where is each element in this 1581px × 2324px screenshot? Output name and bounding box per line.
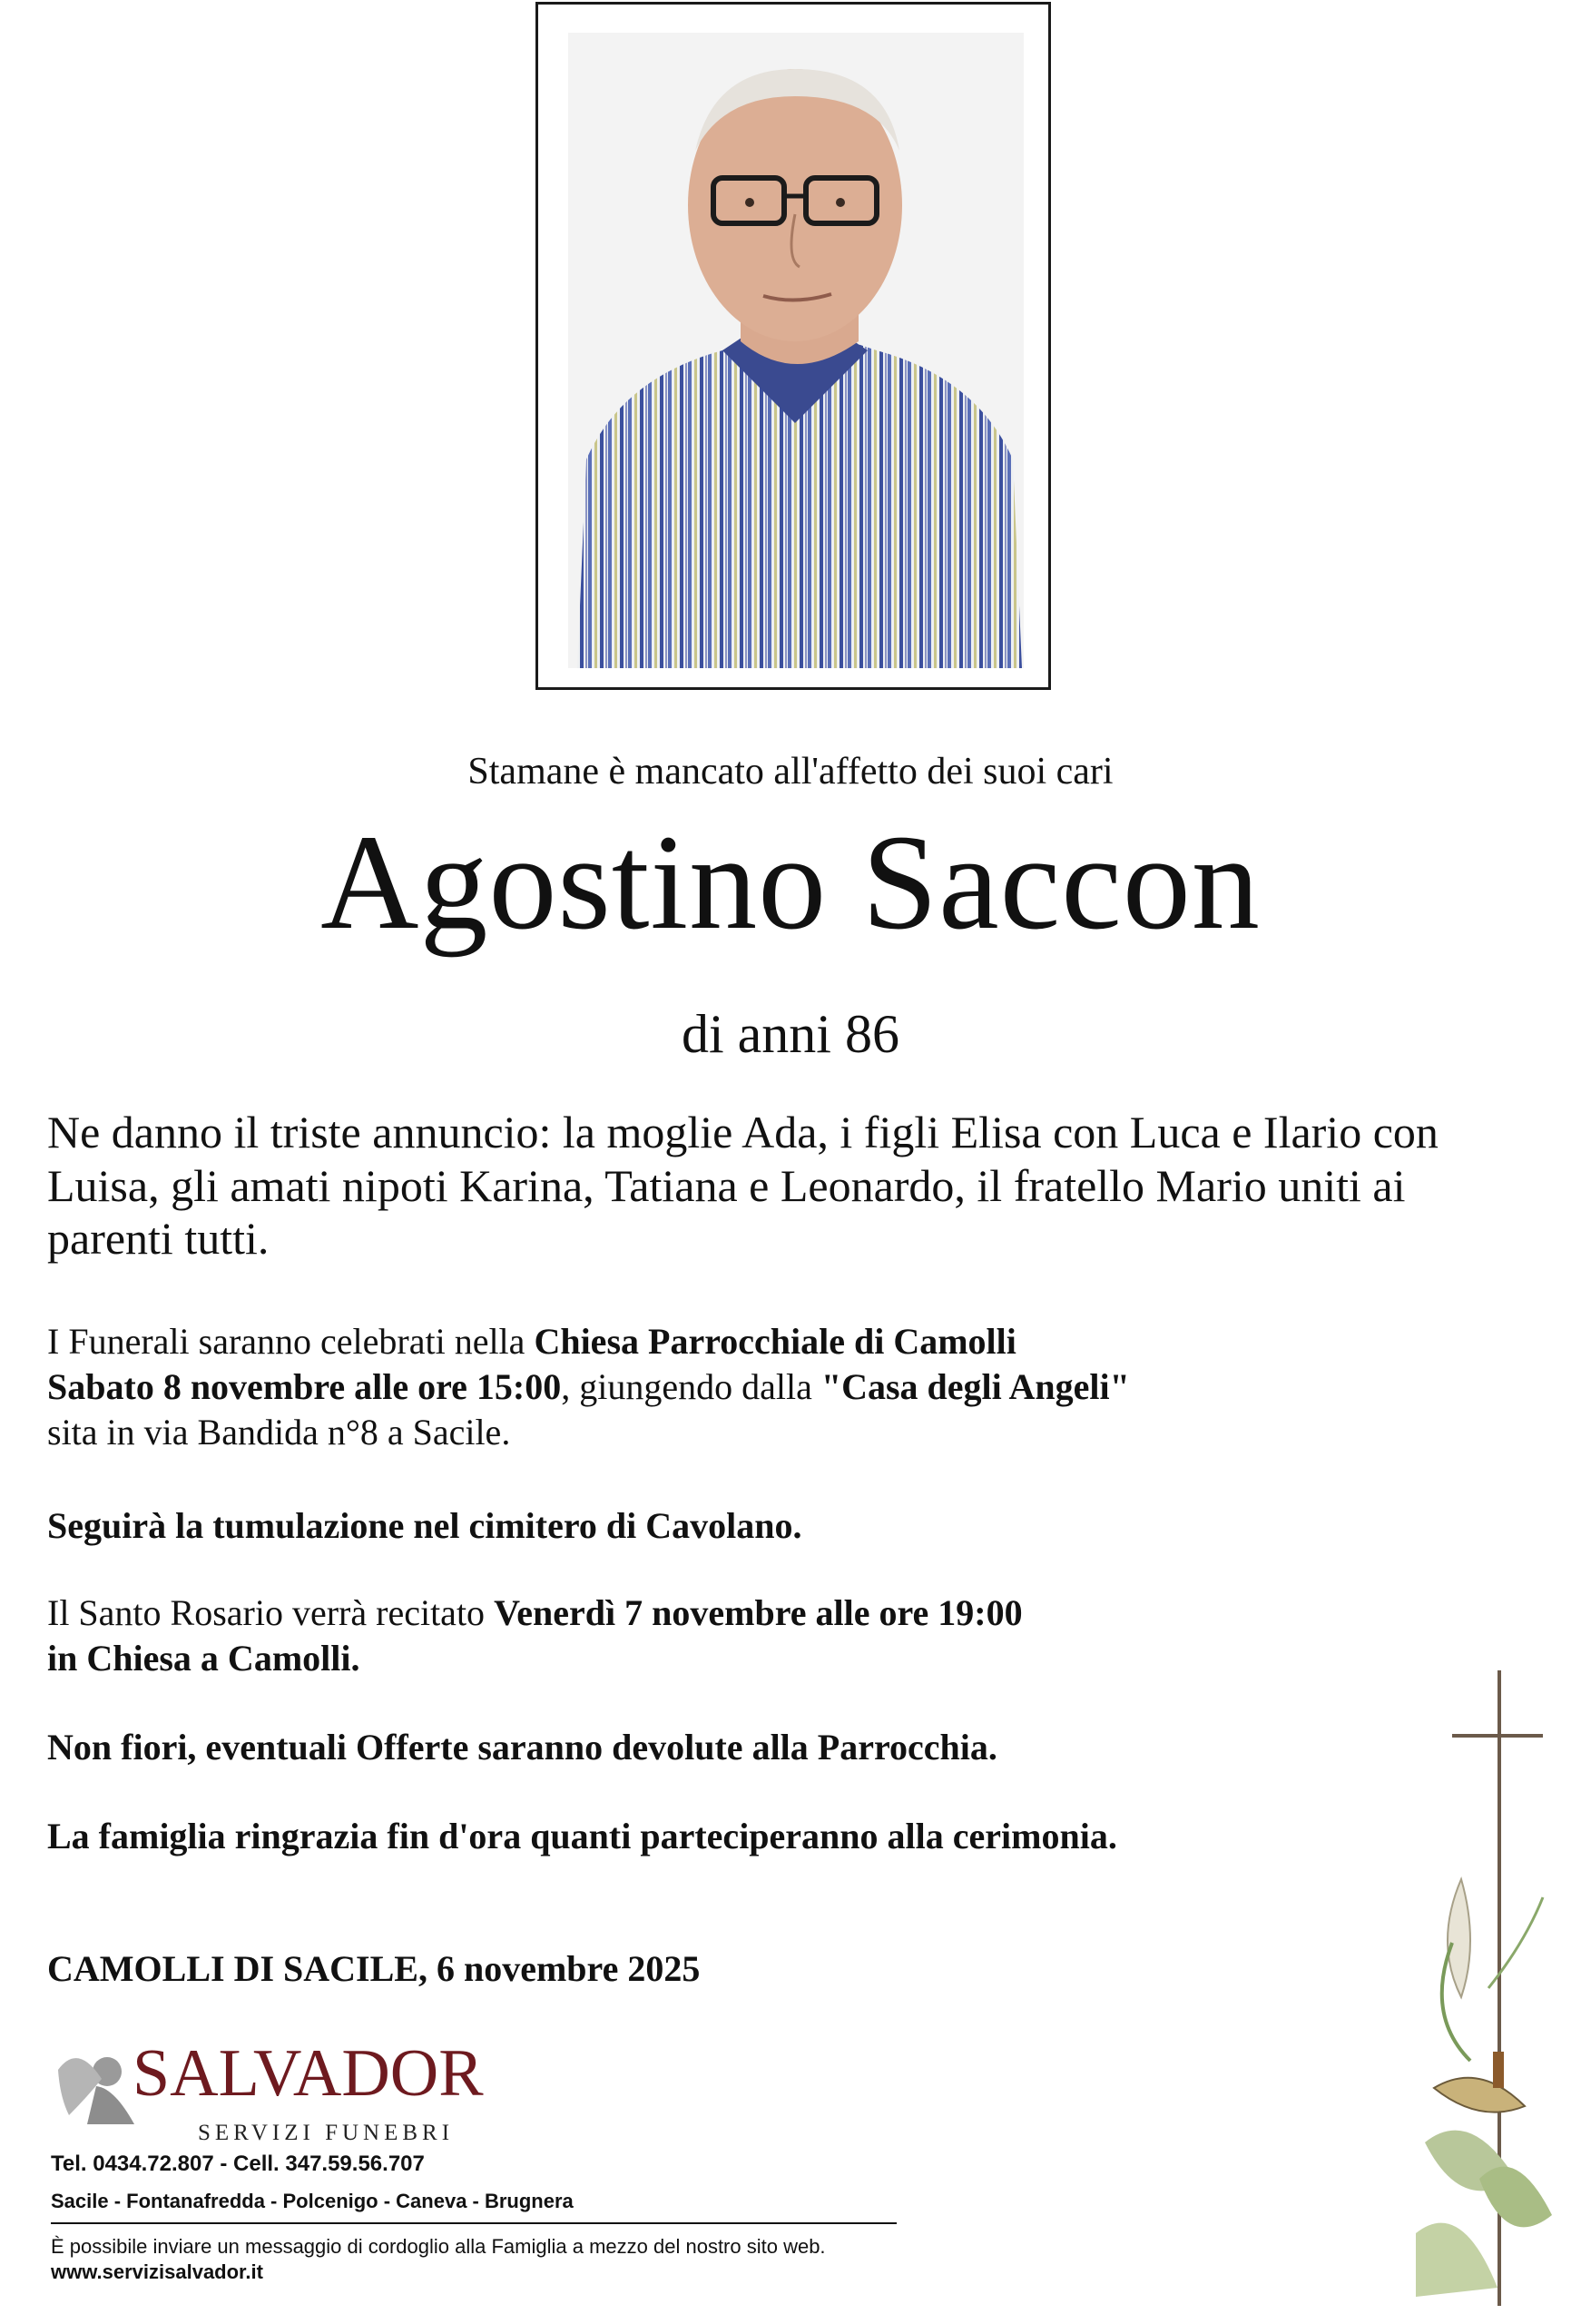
announcement-text: Ne danno il triste annuncio: la moglie Ada, i figli Elisa con Luca e Ilario con Luisa, gli amati nipoti Karina, Tatiana e Leonardo, il fratello Mario uniti ai parenti tutti. xyxy=(47,1107,1439,1264)
rosary-text: Il Santo Rosario verrà recitato xyxy=(47,1592,495,1633)
burial-text: Seguirà la tumulazione nel cimitero di Cavolano. xyxy=(47,1505,802,1546)
burial-info xyxy=(47,1503,1409,1549)
thanks-text: La famiglia ringrazia fin d'ora quanti parteciperanno alla cerimonia. xyxy=(47,1816,1117,1856)
intro-text: Stamane è mancato all'affetto dei suoi cari xyxy=(467,751,1114,793)
funeral-church: Chiesa Parrocchiale di Camolli xyxy=(534,1321,1016,1362)
funeral-info xyxy=(47,1319,1409,1455)
funeral-origin: "Casa degli Angeli" xyxy=(820,1366,1130,1407)
deceased-name: Agostino Saccon xyxy=(320,807,1261,958)
portrait-illustration xyxy=(568,33,1024,668)
funeral-date: Sabato 8 novembre alle ore 15:00 xyxy=(47,1366,562,1407)
website-link[interactable]: www.servizisalvador.it xyxy=(51,2260,263,2283)
condolence-message: È possibile inviare un messaggio di cordoglio alla Famiglia a mezzo del nostro sito web. xyxy=(51,2235,826,2258)
company-subtitle: SERVIZI FUNEBRI xyxy=(198,2121,455,2145)
age-text: di anni 86 xyxy=(682,1004,899,1064)
funeral-text-1: I Funerali saranno celebrati nella xyxy=(47,1321,535,1362)
rosary-place: in Chiesa a Camolli. xyxy=(47,1638,360,1679)
funeral-address: sita in via Bandida n°8 a Sacile. xyxy=(47,1412,511,1452)
cross-and-lamp-icon xyxy=(1398,1670,1579,2306)
rosary-date: Venerdì 7 novembre alle ore 19:00 xyxy=(494,1592,1023,1633)
funeral-text-2: , giungendo dalla xyxy=(561,1366,821,1407)
rosary-info xyxy=(47,1590,1409,1681)
contact-phones: Tel. 0434.72.807 - Cell. 347.59.56.707 xyxy=(51,2152,425,2176)
company-name: SALVADOR xyxy=(133,2036,484,2111)
flowers-text: Non fiori, eventuali Offerte saranno devolute alla Parrocchia. xyxy=(47,1727,997,1768)
place-date-text: CAMOLLI DI SACILE, 6 novembre 2025 xyxy=(47,1948,701,1989)
flowers-note xyxy=(47,1725,1409,1770)
footer-divider xyxy=(51,2222,897,2224)
portrait-photo xyxy=(568,33,1024,668)
place-date xyxy=(47,1946,1409,1992)
thanks-note xyxy=(47,1814,1409,1859)
locations-list: Sacile - Fontanafredda - Polcenigo - Caneva - Brugnera xyxy=(51,2190,574,2212)
